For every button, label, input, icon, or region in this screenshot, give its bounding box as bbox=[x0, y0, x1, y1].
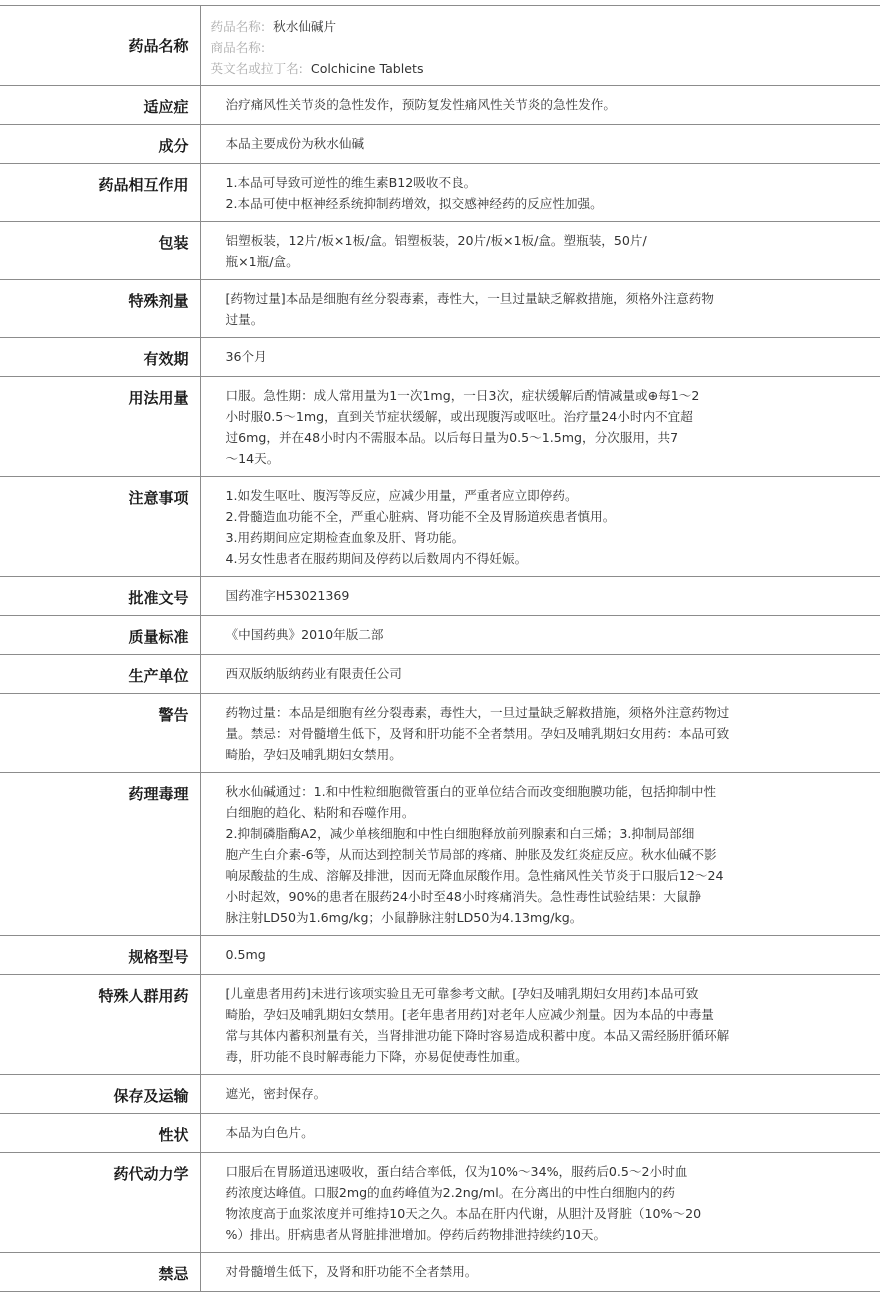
value-line: 国药准字H53021369 bbox=[226, 585, 801, 606]
row-value bbox=[200, 125, 880, 164]
row-label: 禁忌 bbox=[0, 1253, 200, 1292]
english-name-value: Colchicine Tablets bbox=[311, 61, 424, 76]
row-value bbox=[200, 338, 880, 377]
table-row bbox=[0, 773, 880, 936]
row-label: 警告 bbox=[0, 694, 200, 773]
row-value bbox=[200, 1153, 880, 1253]
row-label: 药理毒理 bbox=[0, 773, 200, 936]
table-row bbox=[0, 125, 880, 164]
value-line: 胞产生白介素-6等，从而达到控制关节局部的疼痛、肿胀及发红炎症反应。秋水仙碱不影 bbox=[226, 844, 801, 865]
table-row bbox=[0, 477, 880, 577]
generic-name-value: 秋水仙碱片 bbox=[273, 19, 336, 34]
trade-name-label: 商品名称: bbox=[211, 40, 266, 55]
row-label: 用法用量 bbox=[0, 377, 200, 477]
table-row bbox=[0, 975, 880, 1075]
value-line: 《中国药典》2010年版二部 bbox=[226, 624, 801, 645]
table-row bbox=[0, 222, 880, 280]
row-label: 批准文号 bbox=[0, 577, 200, 616]
row-label: 包装 bbox=[0, 222, 200, 280]
row-label: 适应症 bbox=[0, 86, 200, 125]
row-label: 规格型号 bbox=[0, 936, 200, 975]
table-row bbox=[0, 1075, 880, 1114]
value-line: 0.5mg bbox=[226, 944, 801, 965]
value-line: 小时服0.5～1mg，直到关节症状缓解，或出现腹泻或呕吐。治疗量24小时内不宜超 bbox=[226, 406, 801, 427]
value-line: 瓶×1瓶/盒。 bbox=[226, 251, 801, 272]
value-line: [药物过量]本品是细胞有丝分裂毒素，毒性大，一旦过量缺乏解救措施，须格外注意药物 bbox=[226, 288, 801, 309]
table-row bbox=[0, 936, 880, 975]
value-line: 铝塑板装，12片/板×1板/盒。铝塑板装，20片/板×1板/盒。塑瓶装，50片/ bbox=[226, 230, 801, 251]
value-line: 36个月 bbox=[226, 346, 801, 367]
value-line: 畸胎，孕妇及哺乳期妇女禁用。[老年患者用药]对老年人应减少剂量。因为本品的中毒量 bbox=[226, 1004, 801, 1025]
row-value bbox=[200, 377, 880, 477]
row-value bbox=[200, 655, 880, 694]
table-row bbox=[0, 1153, 880, 1253]
value-line: 响尿酸盐的生成、溶解及排泄，因而无降血尿酸作用。急性痛风性关节炎于口服后12～24 bbox=[226, 865, 801, 886]
value-line: 药物过量：本品是细胞有丝分裂毒素，毒性大，一旦过量缺乏解救措施，须格外注意药物过 bbox=[226, 702, 801, 723]
table-row bbox=[0, 1114, 880, 1153]
generic-name-label: 药品名称: bbox=[211, 19, 266, 34]
value-line: 小时起效，90%的患者在服药24小时至48小时疼痛消失。急性毒性试验结果：大鼠静 bbox=[226, 886, 801, 907]
row-label: 保存及运输 bbox=[0, 1075, 200, 1114]
table-row bbox=[0, 616, 880, 655]
table-row bbox=[0, 1253, 880, 1292]
table-row bbox=[0, 377, 880, 477]
value-line: 2.骨髓造血功能不全，严重心脏病、肾功能不全及胃肠道疾患者慎用。 bbox=[226, 506, 801, 527]
row-value bbox=[200, 86, 880, 125]
value-line: 2.本品可使中枢神经系统抑制药增效，拟交感神经药的反应性加强。 bbox=[226, 193, 801, 214]
english-name-line bbox=[211, 58, 880, 79]
row-value bbox=[200, 975, 880, 1075]
row-value bbox=[200, 616, 880, 655]
value-line: 毒，肝功能不良时解毒能力下降，亦易促使毒性加重。 bbox=[226, 1046, 801, 1067]
row-value bbox=[200, 577, 880, 616]
table-row-drug-name bbox=[0, 6, 880, 86]
value-line: 4.另女性患者在服药期间及停药以后数周内不得妊娠。 bbox=[226, 548, 801, 569]
value-line: 本品主要成份为秋水仙碱 bbox=[226, 133, 801, 154]
value-line: 过6mg，并在48小时内不需服本品。以后每日量为0.5～1.5mg，分次服用，共7 bbox=[226, 427, 801, 448]
value-line: 秋水仙碱通过：1.和中性粒细胞微管蛋白的亚单位结合而改变细胞膜功能，包括抑制中性 bbox=[226, 781, 801, 802]
value-line: ～14天。 bbox=[226, 448, 801, 469]
row-label: 生产单位 bbox=[0, 655, 200, 694]
table-row bbox=[0, 655, 880, 694]
row-label: 药代动力学 bbox=[0, 1153, 200, 1253]
value-line: 西双版纳版纳药业有限责任公司 bbox=[226, 663, 801, 684]
table-row bbox=[0, 694, 880, 773]
value-line: 常与其体内蓄积剂量有关，当肾排泄功能下降时容易造成积蓄中度。本品又需经肠肝循环解 bbox=[226, 1025, 801, 1046]
value-line: 1.本品可导致可逆性的维生素B12吸收不良。 bbox=[226, 172, 801, 193]
value-line: 白细胞的趋化、粘附和吞噬作用。 bbox=[226, 802, 801, 823]
value-line: 治疗痛风性关节炎的急性发作，预防复发性痛风性关节炎的急性发作。 bbox=[226, 94, 801, 115]
english-name-label: 英文名或拉丁名: bbox=[211, 61, 303, 76]
row-label: 性状 bbox=[0, 1114, 200, 1153]
drug-info-sheet bbox=[0, 5, 880, 1292]
table-row bbox=[0, 338, 880, 377]
row-label: 有效期 bbox=[0, 338, 200, 377]
value-line: 药浓度达峰值。口服2mg的血药峰值为2.2ng/ml。在分离出的中性白细胞内的药 bbox=[226, 1182, 801, 1203]
value-line: 过量。 bbox=[226, 309, 801, 330]
row-label: 药品相互作用 bbox=[0, 164, 200, 222]
row-value bbox=[200, 280, 880, 338]
table-row bbox=[0, 86, 880, 125]
drug-name-block bbox=[200, 6, 880, 86]
value-line: 量。禁忌：对骨髓增生低下，及肾和肝功能不全者禁用。孕妇及哺乳期妇女用药：本品可致 bbox=[226, 723, 801, 744]
drug-info-rows bbox=[0, 6, 880, 1292]
value-line: 2.抑制磷脂酶A2，减少单核细胞和中性白细胞释放前列腺素和白三烯；3.抑制局部细 bbox=[226, 823, 801, 844]
value-line: [儿童患者用药]未进行该项实验且无可靠参考文献。[孕妇及哺乳期妇女用药]本品可致 bbox=[226, 983, 801, 1004]
row-value bbox=[200, 164, 880, 222]
table-row bbox=[0, 164, 880, 222]
row-value bbox=[200, 694, 880, 773]
table-row bbox=[0, 280, 880, 338]
value-line: 对骨髓增生低下，及肾和肝功能不全者禁用。 bbox=[226, 1261, 801, 1282]
row-value bbox=[200, 1075, 880, 1114]
row-value bbox=[200, 773, 880, 936]
value-line: 口服后在胃肠道迅速吸收，蛋白结合率低，仅为10%～34%，服药后0.5～2小时血 bbox=[226, 1161, 801, 1182]
generic-name-line bbox=[211, 16, 880, 37]
row-label: 成分 bbox=[0, 125, 200, 164]
value-line: 遮光，密封保存。 bbox=[226, 1083, 801, 1104]
value-line: 物浓度高于血浆浓度并可维持10天之久。本品在肝内代谢，从胆汁及肾脏（10%～20 bbox=[226, 1203, 801, 1224]
value-line: 1.如发生呕吐、腹泻等反应，应减少用量，严重者应立即停药。 bbox=[226, 485, 801, 506]
row-value bbox=[200, 477, 880, 577]
table-row bbox=[0, 577, 880, 616]
row-label: 质量标准 bbox=[0, 616, 200, 655]
row-value bbox=[200, 936, 880, 975]
value-line: 畸胎，孕妇及哺乳期妇女禁用。 bbox=[226, 744, 801, 765]
row-value bbox=[200, 222, 880, 280]
row-label: 特殊剂量 bbox=[0, 280, 200, 338]
row-label: 药品名称 bbox=[0, 6, 200, 86]
row-label: 特殊人群用药 bbox=[0, 975, 200, 1075]
row-value bbox=[200, 1114, 880, 1153]
trade-name-line bbox=[211, 37, 880, 58]
drug-info-table bbox=[0, 5, 880, 1292]
value-line: 口服。急性期：成人常用量为1一次1mg，一日3次，症状缓解后酌情减量或⊕每1～2 bbox=[226, 385, 801, 406]
value-line: 脉注射LD50为1.6mg/kg；小鼠静脉注射LD50为4.13mg/kg。 bbox=[226, 907, 801, 928]
row-label: 注意事项 bbox=[0, 477, 200, 577]
value-line: 3.用药期间应定期检查血象及肝、肾功能。 bbox=[226, 527, 801, 548]
value-line: %）排出。肝病患者从肾脏排泄增加。停药后药物排泄持续约10天。 bbox=[226, 1224, 801, 1245]
row-value bbox=[200, 1253, 880, 1292]
value-line: 本品为白色片。 bbox=[226, 1122, 801, 1143]
